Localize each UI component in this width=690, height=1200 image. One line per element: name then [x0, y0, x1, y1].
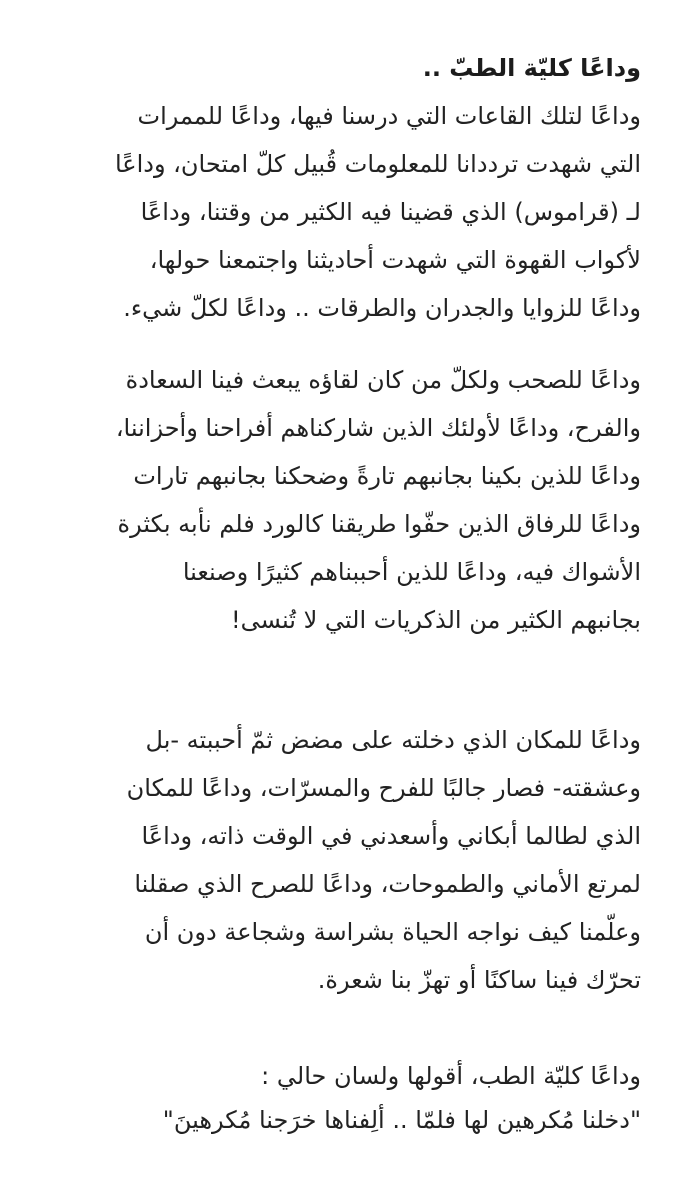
paragraph-line: لأكواب القهوة التي شهدت أحاديثنا واجتمعنا حولها، — [149, 246, 641, 274]
paragraph-line: وداعًا للصحب ولكلّ من كان لقاؤه يبعث فينا السعادة — [125, 366, 641, 394]
paragraph-line: والفرح، وداعًا لأولئك الذين شاركناهم أفراحنا وأحزاننا، — [115, 414, 641, 442]
paragraph-line: لمرتع الأماني والطموحات، وداعًا للصرح الذي صقلنا — [134, 870, 641, 898]
paragraph-line: وداعًا للمكان الذي دخلته على مضض ثمّ أحببته -بل — [145, 726, 641, 754]
paragraph-line: وداعًا للرفاق الذين حفّوا طريقنا كالورد فلم نأبه بكثرة — [117, 510, 641, 538]
paragraph-line: الأشواك فيه، وداعًا للذين أحببناهم كثيرًا وصنعنا — [182, 558, 641, 586]
paragraph-line: بجانبهم الكثير من الذكريات التي لا تُنسى! — [230, 606, 641, 634]
paragraph-line: وداعًا للزوايا والجدران والطرقات .. وداعًا لكلّ شيء. — [123, 294, 641, 322]
paragraph-line: تحرّك فينا ساكنًا أو تهزّ بنا شعرة. — [317, 966, 641, 994]
paragraph-line: وعشقته- فصار جالبًا للفرح والمسرّات، وداعًا للمكان — [126, 774, 641, 802]
paragraph-line: وداعًا لتلك القاعات التي درسنا فيها، وداعًا للممرات — [137, 102, 641, 130]
paragraph-line: التي شهدت ترددانا للمعلومات قُبيل كلّ امتحان، وداعًا — [114, 150, 641, 178]
document-title: وداعًا كليّة الطبّ .. — [422, 54, 641, 82]
closing-verse: "دخلنا مُكرهين لها فلمّا .. ألِفناها خرَجنا مُكرهينَ" — [162, 1106, 641, 1134]
paragraph-line: لـ (قراموس) الذي قضينا فيه الكثير من وقتنا، وداعًا — [140, 198, 641, 226]
closing-line: وداعًا كليّة الطب، أقولها ولسان حالي : — [261, 1062, 641, 1090]
paragraph-line: الذي لطالما أبكاني وأسعدني في الوقت ذاته، وداعًا — [141, 822, 641, 850]
paragraph-line: وداعًا للذين بكينا بجانبهم تارةً وضحكنا بجانبهم تارات — [133, 462, 641, 490]
paragraph-line: وعلّمنا كيف نواجه الحياة بشراسة وشجاعة دون أن — [144, 918, 641, 946]
